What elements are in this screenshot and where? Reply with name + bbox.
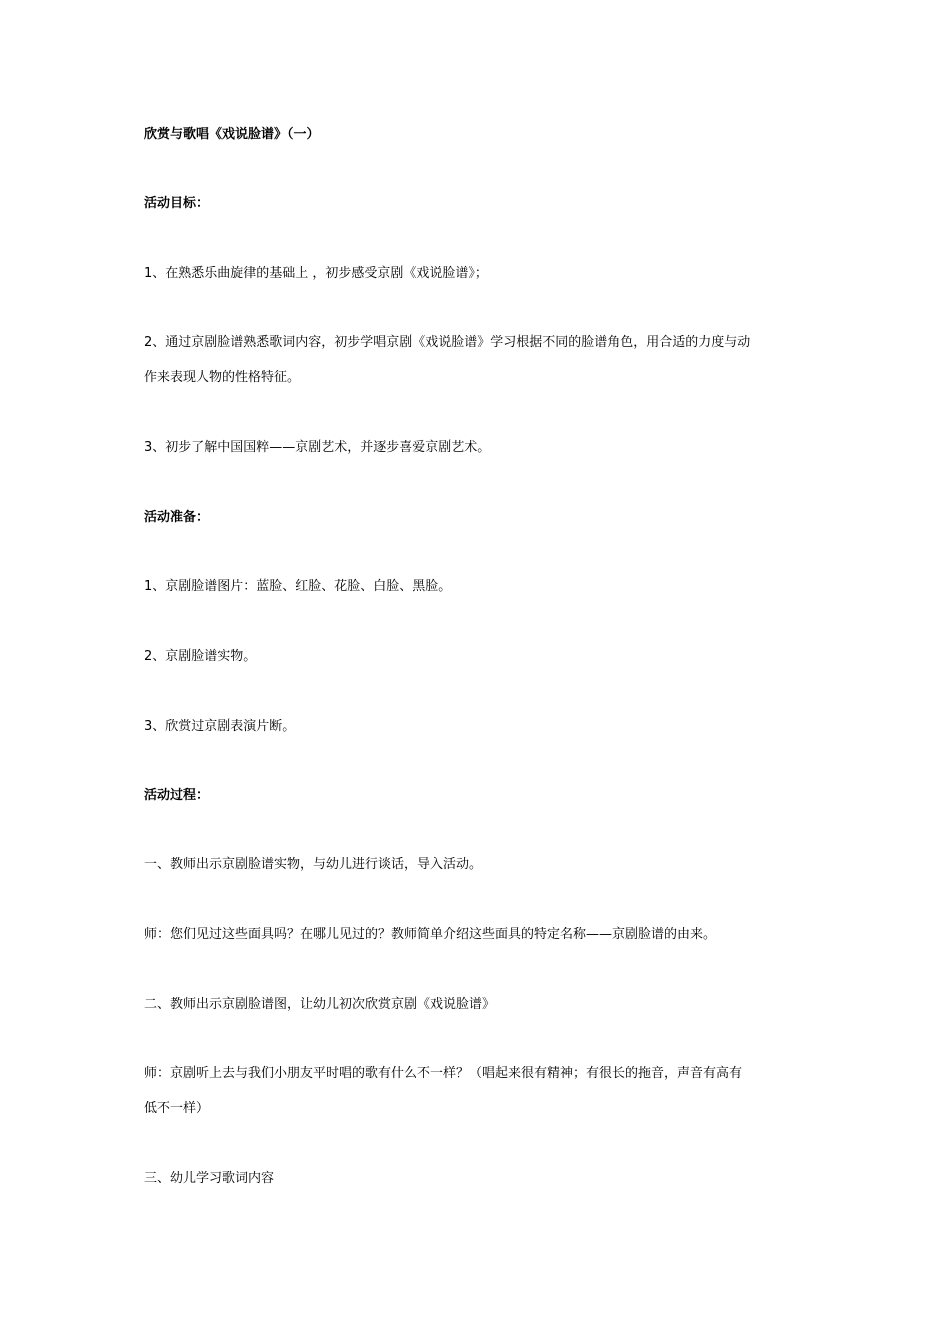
process-dialogue-2-continued: 低不一样） — [144, 1101, 210, 1116]
process-step-3: 三、幼儿学习歌词内容 — [144, 1171, 275, 1186]
preparation-item-3: 3、欣赏过京剧表演片断。 — [144, 719, 296, 734]
goal-item-1: 1、在熟悉乐曲旋律的基础上 ，初步感受京剧《戏说脸谱》； — [144, 266, 488, 281]
preparation-item-1: 1、京剧脸谱图片：蓝脸、红脸、花脸、白脸、黑脸。 — [144, 579, 452, 594]
process-dialogue-1: 师：您们见过这些面具吗？在哪儿见过的？教师简单介绍这些面具的特定名称——京剧脸谱的由来。 — [144, 927, 717, 942]
preparation-item-2: 2、京剧脸谱实物。 — [144, 649, 257, 664]
preparation-heading: 活动准备： — [144, 510, 210, 525]
process-step-1: 一、教师出示京剧脸谱实物，与幼儿进行谈话，导入活动。 — [144, 857, 483, 872]
process-dialogue-2: 师：京剧听上去与我们小朋友平时唱的歌有什么不一样？（唱起来很有精神；有很长的拖音，声音有高有 — [144, 1066, 743, 1081]
goal-item-2-continued: 作来表现人物的性格特征。 — [144, 370, 301, 385]
goal-item-2: 2、通过京剧脸谱熟悉歌词内容，初步学唱京剧《戏说脸谱》学习根据不同的脸谱角色，用合适的力度与动 — [144, 335, 751, 350]
process-step-2: 二、教师出示京剧脸谱图，让幼儿初次欣赏京剧《戏说脸谱》 — [144, 997, 496, 1012]
goals-heading: 活动目标： — [144, 196, 210, 211]
goal-item-3: 3、初步了解中国国粹——京剧艺术，并逐步喜爱京剧艺术。 — [144, 440, 491, 455]
document-title: 欣赏与歌唱《戏说脸谱》（一） — [144, 127, 320, 142]
process-heading: 活动过程： — [144, 788, 210, 803]
